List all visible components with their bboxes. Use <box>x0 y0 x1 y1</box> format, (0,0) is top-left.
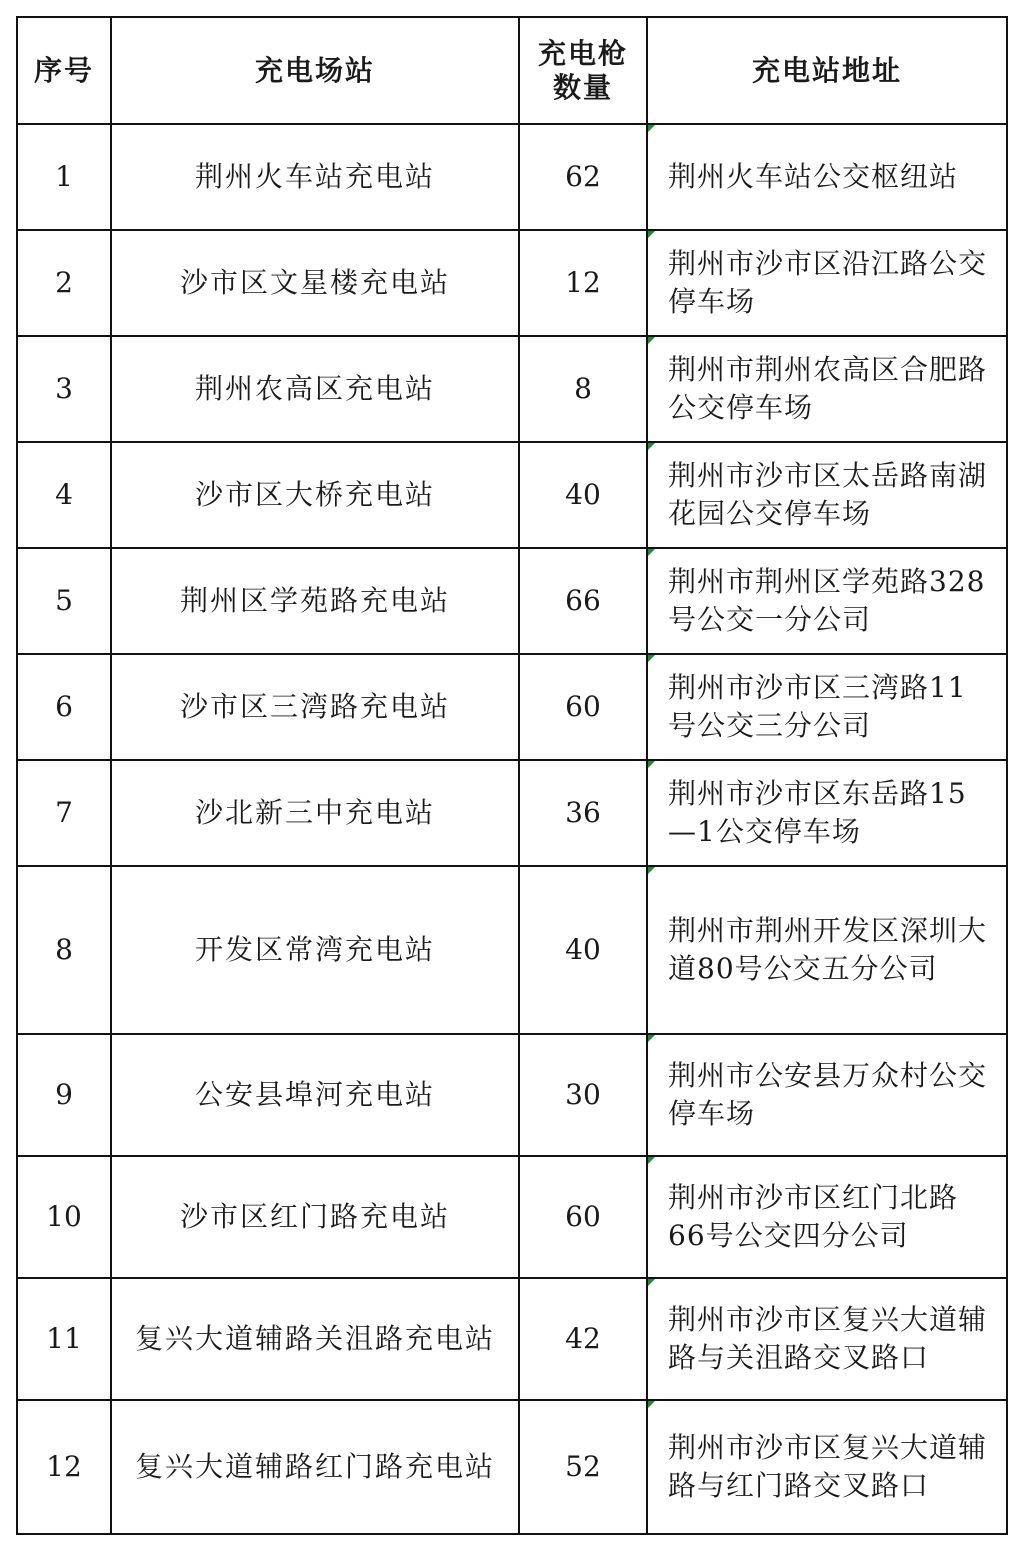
header-row <box>17 17 1007 124</box>
cell-address-text: 荆州市沙市区三湾路11号公交三分公司 <box>668 671 967 742</box>
cell-marker-icon <box>648 1279 655 1286</box>
cell-gun-count: 12 <box>519 230 647 336</box>
cell-index: 11 <box>17 1278 111 1400</box>
cell-marker-icon <box>648 867 655 874</box>
cell-address <box>647 654 1007 760</box>
table-body <box>17 124 1007 1534</box>
header-address: 充电站地址 <box>647 17 1007 124</box>
cell-station: 荆州区学苑路充电站 <box>111 548 519 654</box>
cell-gun-count: 52 <box>519 1400 647 1534</box>
cell-gun-count: 8 <box>519 336 647 442</box>
cell-marker-icon <box>648 337 655 344</box>
table-row <box>17 548 1007 654</box>
cell-address-text: 荆州市荆州开发区深圳大道80号公交五分公司 <box>668 914 988 985</box>
table-row <box>17 760 1007 866</box>
cell-address-text: 荆州市荆州区学苑路328号公交一分公司 <box>668 565 986 636</box>
cell-index: 7 <box>17 760 111 866</box>
table-row <box>17 1156 1007 1278</box>
cell-index: 10 <box>17 1156 111 1278</box>
cell-station: 开发区常湾充电站 <box>111 866 519 1034</box>
cell-marker-icon <box>648 761 655 768</box>
cell-station: 沙市区大桥充电站 <box>111 442 519 548</box>
cell-gun-count: 60 <box>519 1156 647 1278</box>
cell-address-text: 荆州火车站公交枢纽站 <box>668 160 959 193</box>
cell-station: 沙北新三中充电站 <box>111 760 519 866</box>
cell-station: 公安县埠河充电站 <box>111 1034 519 1156</box>
cell-gun-count: 66 <box>519 548 647 654</box>
cell-address-text: 荆州市沙市区东岳路15—1公交停车场 <box>668 777 967 848</box>
cell-marker-icon <box>648 1157 655 1164</box>
cell-address-text: 荆州市沙市区红门北路66号公交四分公司 <box>668 1181 959 1252</box>
table-row <box>17 442 1007 548</box>
cell-address <box>647 336 1007 442</box>
cell-address <box>647 548 1007 654</box>
cell-gun-count: 30 <box>519 1034 647 1156</box>
cell-address <box>647 1400 1007 1534</box>
header-gun-count <box>519 17 647 124</box>
charging-station-table <box>16 16 1008 1535</box>
cell-index: 12 <box>17 1400 111 1534</box>
table-row <box>17 1400 1007 1534</box>
cell-marker-icon <box>648 231 655 238</box>
cell-marker-icon <box>648 125 655 132</box>
cell-gun-count: 42 <box>519 1278 647 1400</box>
cell-marker-icon <box>648 443 655 450</box>
cell-station: 荆州农高区充电站 <box>111 336 519 442</box>
table-row <box>17 866 1007 1034</box>
cell-gun-count: 60 <box>519 654 647 760</box>
cell-station: 沙市区三湾路充电站 <box>111 654 519 760</box>
cell-address <box>647 1156 1007 1278</box>
cell-marker-icon <box>648 549 655 556</box>
cell-index: 6 <box>17 654 111 760</box>
cell-marker-icon <box>648 1401 655 1408</box>
cell-station: 复兴大道辅路关沮路充电站 <box>111 1278 519 1400</box>
cell-gun-count: 40 <box>519 866 647 1034</box>
cell-index: 4 <box>17 442 111 548</box>
cell-address-text: 荆州市沙市区复兴大道辅路与红门路交叉路口 <box>668 1431 988 1502</box>
cell-marker-icon <box>648 655 655 662</box>
cell-address <box>647 124 1007 230</box>
cell-index: 8 <box>17 866 111 1034</box>
cell-station: 沙市区红门路充电站 <box>111 1156 519 1278</box>
cell-address-text: 荆州市沙市区沿江路公交停车场 <box>668 247 988 318</box>
cell-address-text: 荆州市荆州农高区合肥路公交停车场 <box>668 353 988 424</box>
cell-address <box>647 442 1007 548</box>
table-row <box>17 1034 1007 1156</box>
cell-address-text: 荆州市沙市区太岳路南湖花园公交停车场 <box>668 459 988 530</box>
cell-index: 9 <box>17 1034 111 1156</box>
cell-gun-count: 40 <box>519 442 647 548</box>
table-row <box>17 336 1007 442</box>
cell-index: 3 <box>17 336 111 442</box>
table-row <box>17 654 1007 760</box>
cell-address-text: 荆州市公安县万众村公交停车场 <box>668 1059 988 1130</box>
cell-gun-count: 36 <box>519 760 647 866</box>
table-row <box>17 1278 1007 1400</box>
cell-address <box>647 760 1007 866</box>
header-gun-count-line1: 充电枪 <box>537 36 628 70</box>
header-station: 充电场站 <box>111 17 519 124</box>
cell-index: 1 <box>17 124 111 230</box>
cell-address <box>647 230 1007 336</box>
cell-address <box>647 1278 1007 1400</box>
cell-index: 5 <box>17 548 111 654</box>
cell-address <box>647 866 1007 1034</box>
cell-address <box>647 1034 1007 1156</box>
table-row <box>17 124 1007 230</box>
header-gun-count-line2: 数量 <box>552 70 613 104</box>
cell-station: 荆州火车站充电站 <box>111 124 519 230</box>
cell-station: 沙市区文星楼充电站 <box>111 230 519 336</box>
cell-index: 2 <box>17 230 111 336</box>
table-row <box>17 230 1007 336</box>
cell-station: 复兴大道辅路红门路充电站 <box>111 1400 519 1534</box>
cell-gun-count: 62 <box>519 124 647 230</box>
header-index: 序号 <box>17 17 111 124</box>
cell-address-text: 荆州市沙市区复兴大道辅路与关沮路交叉路口 <box>668 1303 988 1374</box>
cell-marker-icon <box>648 1035 655 1042</box>
